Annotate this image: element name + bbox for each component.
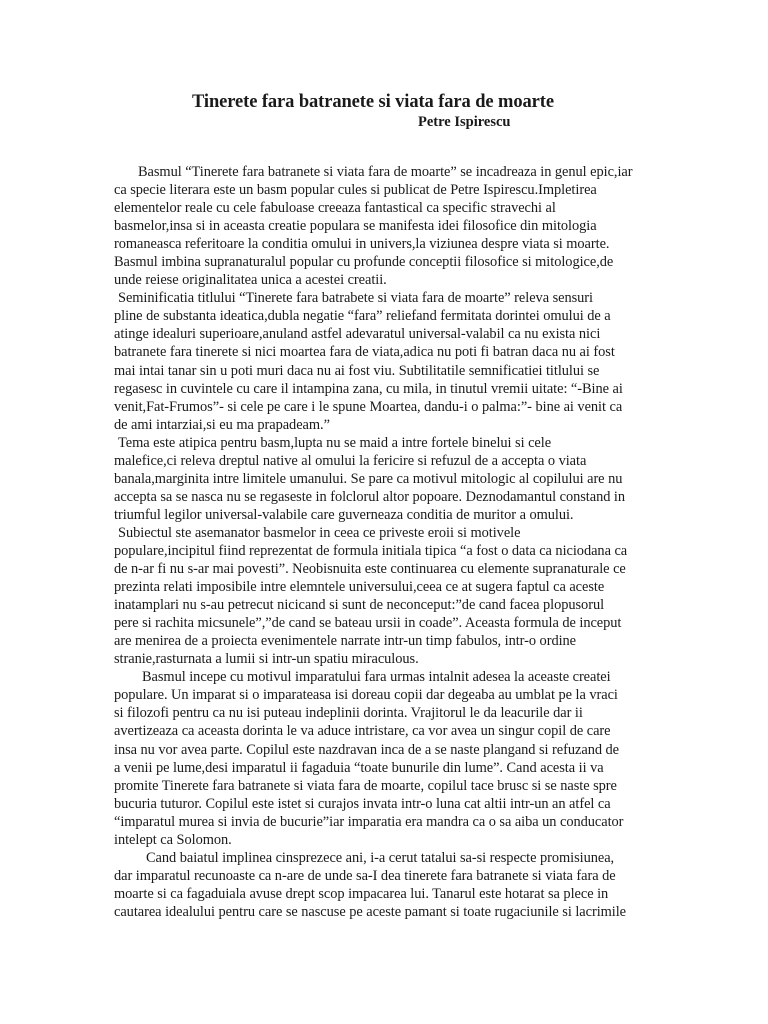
text-line: mai intai tanar sin u poti muri daca nu ai fost viu. Subtilitatile semnificatiei titlului se	[114, 362, 600, 379]
text-line: elementelor reale cu cele fabuloase creeaza fantastical ca specific stravechi al	[114, 200, 556, 217]
text-line: Basmul “Tinerete fara batranete si viata fara de moarte” se incadreaza in genul epic,iar	[138, 164, 633, 180]
text-line: Tema este atipica pentru basm,lupta nu se maid a intre fortele binelui si cele	[118, 434, 552, 451]
text-line: cautarea idealului pentru care se nascuse pe aceste pamant si toate rugaciunile si lacrimile	[114, 903, 627, 920]
text-line: avertizeaza ca aceasta dorinta le va aduce intristare, ca vor avea un singur copil de care	[114, 723, 611, 740]
document-body	[114, 163, 658, 921]
text-line: bucuria tuturor. Copilul este istet si curajos invata intr-o luna cat altii intr-un an atfel ca	[114, 795, 611, 812]
text-line: Basmul incepe cu motivul imparatului fara urmas intalnit adesea la aceaste createi	[142, 669, 611, 686]
text-line: pline de substanta ideatica,dubla negatie “fara” reliefand fermitata dorintei omului de a	[114, 308, 611, 325]
text-line: batranete fara tinerete si nici moartea fara de viata,adica nu poti fi batran daca nu ai fost	[114, 344, 615, 361]
text-line: de ami intarziai,si eu ma prapadeam.”	[114, 416, 330, 433]
text-line: insa nu vor avea parte. Copilul este nazdravan inca de a se naste plangand si refuzand de	[114, 741, 620, 758]
text-line: de n-ar fi nu s-ar mai povesti”. Neobisnuita este continuarea cu elemente supranaturale ce	[114, 561, 626, 578]
text-line: basmelor,insa si in aceasta creatie populara se manifesta idei filosofice din mitologia	[114, 218, 597, 235]
text-line: Subiectul ste asemanator basmelor in ceea ce priveste eroii si motivele	[118, 524, 521, 541]
text-line: dar imparatul recunoaste ca n-are de unde sa-I dea tinerete fara batranete si viata fara de	[114, 867, 616, 884]
text-line: pere si rachita micsunele”,”de cand se bateau ursii in coade”. Aceasta formula de inceput	[114, 615, 622, 632]
text-line: Basmul imbina supranaturalul popular cu profunde conceptii filosofice si mitologice,de	[114, 254, 614, 271]
text-line: venit,Fat-Frumos”- si cele pe care i le spune Moartea, dandu-i o palma:”- bine ai venit ca	[114, 398, 623, 415]
text-line: prezinta relati imposibile intre elemntele universului,ceea ce at sugera faptul ca aceste	[114, 579, 605, 596]
text-line: moarte si ca fagaduiala avuse drept scop impacarea lui. Tanarul este hotarat sa plece in	[114, 885, 609, 902]
text-line: malefice,ci releva dreptul native al omului la fericire si refuzul de a accepta o viata	[114, 452, 587, 469]
text-line: are menirea de a proiecta evenimentele narrate intr-un timp fabulos, intr-o ordine	[114, 633, 577, 650]
text-line: promite Tinerete fara batranete si viata fara de moarte, copilul tace brusc si se naste spre	[114, 777, 617, 794]
text-line: regasesc in cuvintele cu care il intampina zana, cu mila, in tinutul vremii uitate: “-Bine ai	[114, 380, 623, 397]
text-line: banala,marginita intre limitele umanului. Se pare ca motivul mitologic al copilului are nu	[114, 470, 623, 487]
text-line: populare. Un imparat si o imparateasa isi doreau copii dar degeaba au umblat pe la vraci	[114, 687, 618, 704]
text-line: atinge idealuri superioare,anuland astfel adevaratul universal-valabil ca nu exista nici	[114, 326, 601, 343]
text-line: intelept ca Solomon.	[114, 831, 232, 848]
text-line: accepta sa se nasca nu se regaseste in folclorul altor popoare. Deznodamantul constand in	[114, 488, 626, 505]
text-line: Cand baiatul implinea cinsprezece ani, i-a cerut tatalui sa-si respecte promisiunea,	[146, 849, 615, 866]
text-line: stranie,rasturnata a lumii si intr-un spatiu miraculous.	[114, 651, 419, 668]
text-line: unde reiese originalitatea unica a acestei creatii.	[114, 272, 387, 289]
document-title: Tinerete fara batranete si viata fara de moarte	[192, 92, 554, 112]
text-line: ca specie literara este un basm popular cules si publicat de Petre Ispirescu.Impletirea	[114, 182, 597, 199]
document-author: Petre Ispirescu	[418, 114, 511, 130]
text-line: a venii pe lume,desi imparatul ii fagaduia “toate bunurile din lume”. Cand acesta ii va	[114, 759, 604, 776]
text-line: Seminificatia titlului “Tinerete fara batrabete si viata fara de moarte” releva sensuri	[118, 290, 593, 307]
text-line: triumful legilor universal-valabile care guverneaza conditia de muritor a omului.	[114, 506, 574, 523]
text-line: si filozofi pentru ca nu isi puteau indeplinii dorinta. Vrajitorul le da leacurile dar ii	[114, 705, 583, 722]
text-line: romaneasca referitoare la conditia omului in univers,la viziunea despre viata si moarte.	[114, 236, 610, 253]
text-line: inatamplari nu s-au petrecut nicicand si sunt de neconceput:”de cand facea plopusorul	[114, 597, 605, 614]
text-line: populare,incipitul fiind reprezentat de formula initiala tipica “a fost o data ca niciodana ca	[114, 542, 628, 559]
text-line: “imparatul murea si invia de bucurie”iar imparatia era mandra ca o sa aiba un conducator	[114, 813, 624, 830]
